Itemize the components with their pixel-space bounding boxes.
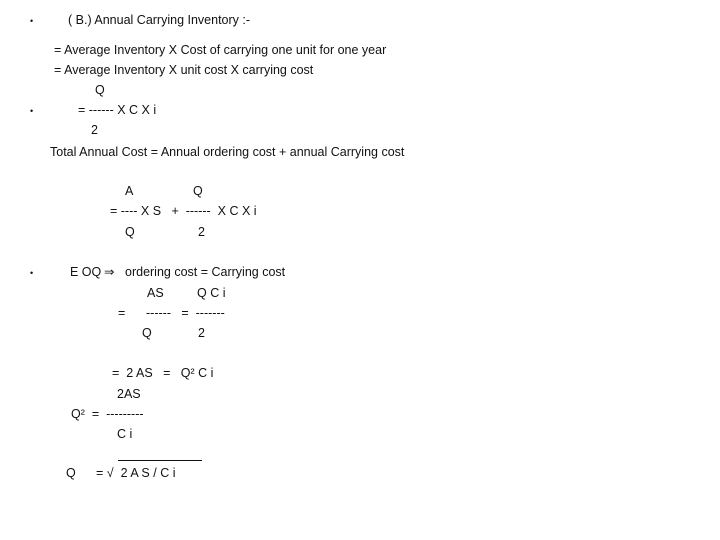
equals-sign: = [118, 306, 126, 320]
final-lhs: Q [66, 466, 76, 480]
fraction-denominator: 2 [198, 326, 205, 340]
fraction-numerator: A [125, 184, 134, 198]
fraction-numerator: Q [95, 83, 105, 97]
fraction-dashes: ------ = ------- [146, 306, 225, 320]
total-cost-statement: Total Annual Cost = Annual ordering cost + annual Carrying cost [50, 145, 405, 159]
eoq-condition: ordering cost = Carrying cost [125, 265, 286, 279]
fraction-denominator: 2 [198, 225, 205, 239]
bullet-marker: • [30, 106, 34, 116]
eoq-label: E OQ [70, 265, 102, 279]
fraction-denominator: C i [117, 427, 133, 441]
fraction-denominator: Q [142, 326, 152, 340]
fraction-expression: = ------ X C X i [78, 103, 157, 117]
derivation-step: Q² = --------- [71, 407, 144, 421]
derivation-step: = 2 AS = Q² C i [112, 366, 214, 380]
bullet-marker: • [30, 268, 34, 278]
fraction-numerator: Q C i [197, 286, 226, 300]
fraction-denominator: Q [125, 225, 135, 239]
fraction-denominator: 2 [91, 123, 98, 137]
implies-arrow-icon: ⇒ [104, 265, 115, 279]
total-cost-expression: = ---- X S + ------ X C X i [110, 204, 257, 218]
fraction-numerator: 2AS [117, 387, 141, 401]
radical-overline [118, 460, 202, 461]
eoq-final-formula: = √ 2 A S / C i [96, 466, 176, 480]
fraction-numerator: Q [193, 184, 203, 198]
formula-line: = Average Inventory X Cost of carrying one unit for one year [54, 43, 387, 57]
section-heading: ( B.) Annual Carrying Inventory :- [68, 13, 251, 27]
formula-line: = Average Inventory X unit cost X carrying cost [54, 63, 314, 77]
fraction-numerator: AS [147, 286, 164, 300]
bullet-marker: • [30, 16, 34, 26]
